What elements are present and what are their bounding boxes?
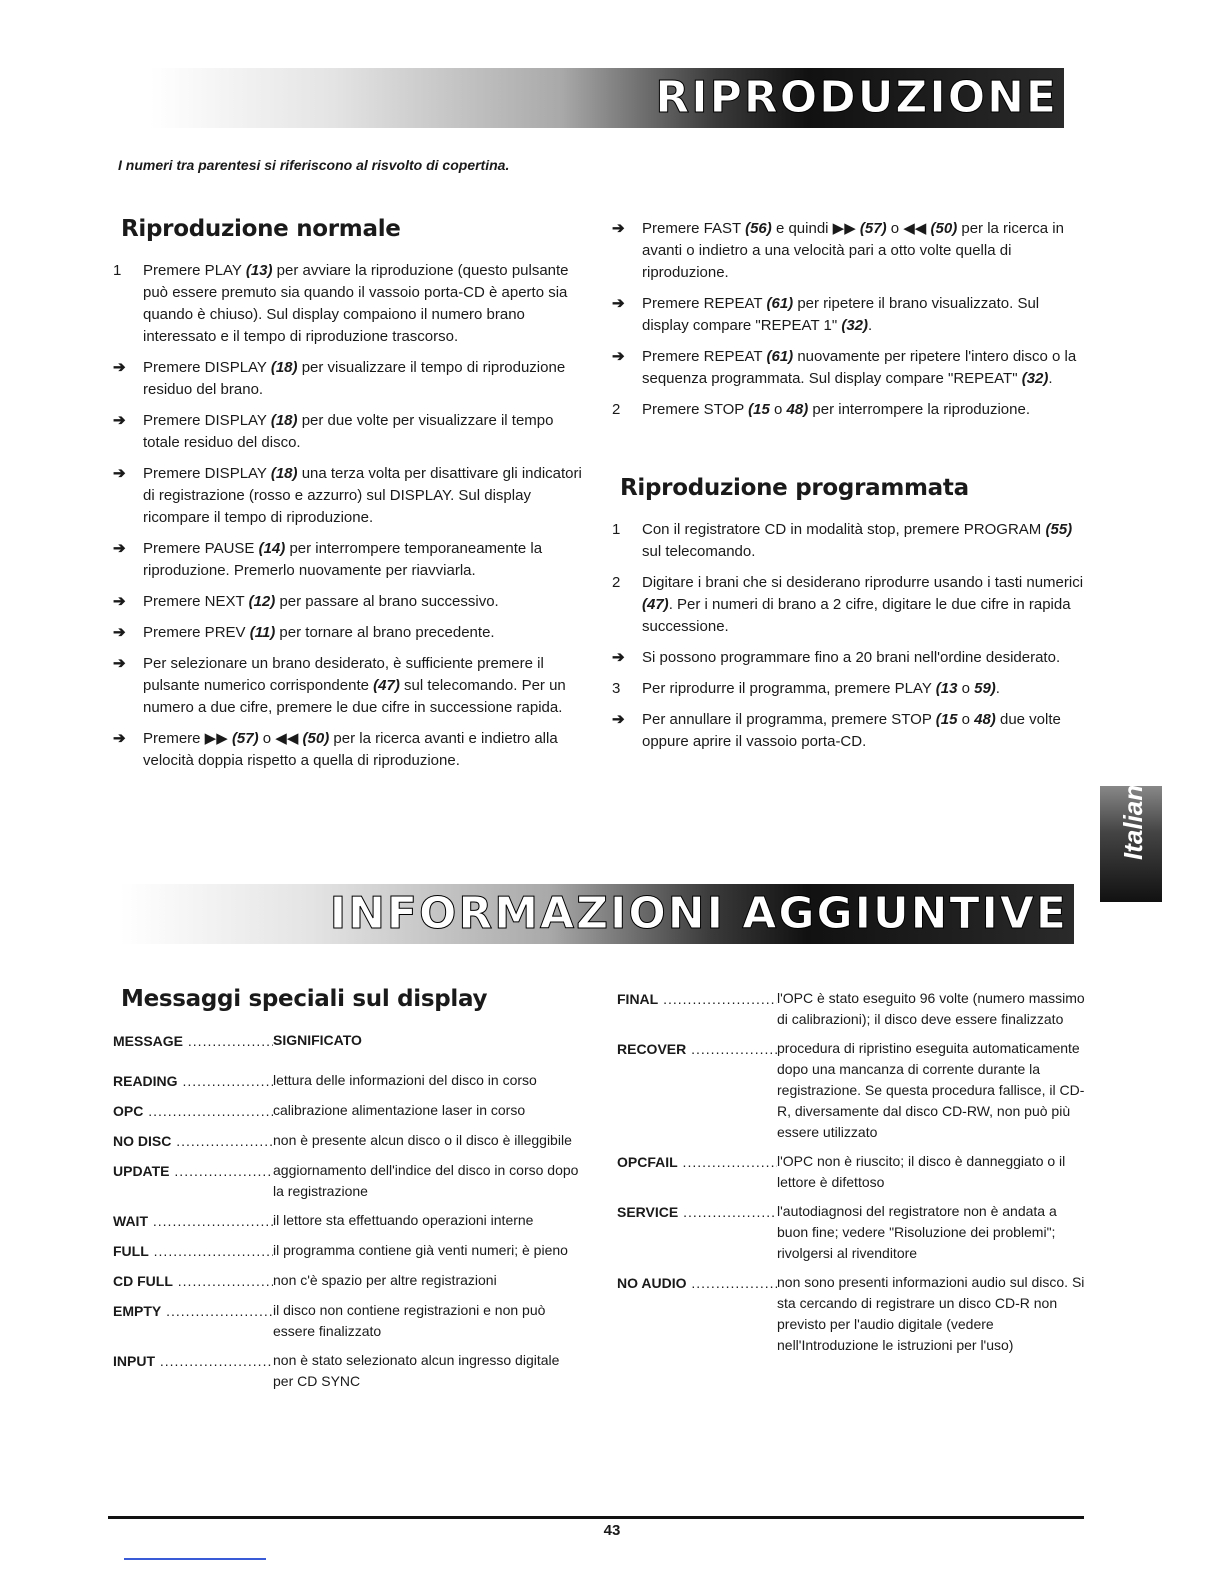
arrow-icon: ➔	[612, 348, 625, 365]
list-item	[612, 346, 1087, 390]
list-item	[113, 357, 583, 401]
step-number: 2	[612, 574, 621, 591]
messages-header	[113, 1030, 583, 1052]
list-item	[612, 572, 1087, 638]
messages-header-value: SIGNIFICATO	[273, 1032, 362, 1048]
item-text: Premere REPEAT (61) per ripetere il brano visualizzato. Sul display compare "REPEAT 1" (32).	[642, 295, 1040, 334]
message-meaning: non c'è spazio per altre registrazioni	[273, 1272, 497, 1288]
message-key: NO DISC .....	[113, 1130, 273, 1152]
list-item	[113, 591, 583, 613]
step-number: 3	[612, 680, 621, 697]
item-text: Premere REPEAT (61) nuovamente per ripetere l'intero disco o la sequenza programmata. Sul display compare "REPEAT" (32).	[642, 348, 1077, 387]
item-text: Con il registratore CD in modalità stop, premere PROGRAM (55) sul telecomando.	[642, 521, 1073, 560]
column-continued	[612, 218, 1087, 762]
language-tab-label: Italiano	[1118, 768, 1148, 860]
normal-playback-continued-list	[612, 218, 1087, 421]
list-item	[612, 519, 1087, 563]
step-number: 1	[113, 262, 122, 279]
item-text: Premere DISPLAY (18) una terza volta per disattivare gli indicatori di registrazione (rosso e azzurro) sul DISPLAY. Sul display ricompare il tempo di riproduzione.	[143, 465, 582, 526]
list-item	[113, 410, 583, 454]
column-messages-left	[113, 988, 583, 1400]
list-item	[612, 678, 1087, 700]
message-row	[113, 1160, 583, 1202]
banner-title: RIPRODUZIONE	[655, 72, 1058, 123]
message-key: EMPTY .....	[113, 1300, 273, 1342]
message-meaning: l'OPC non è riuscito; il disco è danneggiato o il lettore è difettoso	[777, 1153, 1066, 1190]
arrow-icon: ➔	[612, 295, 625, 312]
message-row	[617, 1038, 1087, 1143]
message-key: UPDATE .....	[113, 1160, 273, 1202]
message-row	[617, 1201, 1087, 1264]
message-key: OPC .....	[113, 1100, 273, 1122]
message-row	[113, 1070, 583, 1092]
arrow-icon: ➔	[113, 465, 126, 482]
message-meaning: il programma contiene già venti numeri; è pieno	[273, 1242, 568, 1258]
arrow-icon: ➔	[113, 730, 126, 747]
list-item	[113, 653, 583, 719]
list-item	[113, 622, 583, 644]
arrow-icon: ➔	[113, 359, 126, 376]
list-item	[113, 463, 583, 529]
message-key: FULL .....	[113, 1240, 273, 1262]
message-row	[113, 1130, 583, 1152]
message-meaning: non è stato selezionato alcun ingresso digitale per CD SYNC	[273, 1352, 560, 1389]
heading-messages: Messaggi speciali sul display	[121, 986, 488, 1012]
message-row	[113, 1300, 583, 1342]
section-banner-informazioni	[120, 884, 1074, 944]
message-key: OPCFAIL .....	[617, 1151, 777, 1193]
footer-rule	[108, 1516, 1084, 1519]
message-row	[113, 1270, 583, 1292]
item-text: Per riprodurre il programma, premere PLAY (13 o 59).	[642, 680, 1000, 697]
arrow-icon: ➔	[612, 711, 625, 728]
message-key: RECOVER .....	[617, 1038, 777, 1143]
message-key: SERVICE .....	[617, 1201, 777, 1264]
arrow-icon: ➔	[113, 624, 126, 641]
message-meaning: il lettore sta effettuando operazioni interne	[273, 1212, 534, 1228]
message-meaning: non sono presenti informazioni audio sul disco. Si sta cercando di registrare un disco CD-R non previsto per l'audio digitale (vedere nell'Introduzione le istruzioni per l'uso)	[777, 1274, 1085, 1353]
item-text: Premere FAST (56) e quindi ▶▶ (57) o ◀◀ (50) per la ricerca in avanti o indietro a una velocità pari a otto volte quella di riproduzione.	[642, 220, 1064, 281]
page-number: 43	[603, 1522, 621, 1539]
message-row	[617, 1272, 1087, 1356]
message-meaning: l'autodiagnosi del registratore non è andata a buon fine; vedere "Risoluzione dei problemi"; rivolgersi al rivenditore	[777, 1203, 1057, 1261]
list-item	[612, 218, 1087, 284]
normal-playback-list	[113, 260, 583, 772]
item-text: Premere PAUSE (14) per interrompere temporaneamente la riproduzione. Premerlo nuovamente per riavviarla.	[143, 540, 543, 579]
banner-title: INFORMAZIONI AGGIUNTIVE	[329, 888, 1068, 939]
messages-header-key: MESSAGE .....	[113, 1030, 273, 1052]
list-item	[113, 538, 583, 582]
item-text: Premere DISPLAY (18) per visualizzare il tempo di riproduzione residuo del brano.	[143, 359, 566, 398]
language-tab	[1100, 768, 1162, 902]
item-text: Premere STOP (15 o 48) per interrompere la riproduzione.	[642, 401, 1030, 418]
message-key: FINAL .....	[617, 988, 777, 1030]
message-meaning: calibrazione alimentazione laser in corso	[273, 1102, 526, 1118]
step-number: 2	[612, 401, 621, 418]
heading-programmed-playback: Riproduzione programmata	[620, 475, 969, 501]
item-text: Premere ▶▶ (57) o ◀◀ (50) per la ricerca avanti e indietro alla velocità doppia rispetto a quella di riproduzione.	[143, 730, 558, 769]
message-meaning: l'OPC è stato eseguito 96 volte (numero massimo di calibrazioni); il disco deve essere finalizzato	[777, 990, 1085, 1027]
column-normal-playback	[113, 218, 583, 781]
messages-list-right	[617, 988, 1087, 1356]
message-meaning: procedura di ripristino eseguita automaticamente dopo una mancanza di corrente durante la registrazione. Se questa procedura fallisce, il CD-R, diversamente dal disco CD-RW, non può più essere utilizzato	[777, 1040, 1085, 1140]
message-meaning: non è presente alcun disco o il disco è illeggibile	[273, 1132, 572, 1148]
programmed-playback-list	[612, 519, 1087, 753]
item-text: Premere NEXT (12) per passare al brano successivo.	[143, 593, 499, 610]
item-text: Premere DISPLAY (18) per due volte per visualizzare il tempo totale residuo del disco.	[143, 412, 554, 451]
messages-list-left	[113, 1070, 583, 1392]
arrow-icon: ➔	[113, 540, 126, 557]
item-text: Per selezionare un brano desiderato, è sufficiente premere il pulsante numerico corrispondente (47) sul telecomando. Per un numero a due cifre, premere le due cifre in successione rapida.	[143, 655, 566, 716]
page-subtitle: I numeri tra parentesi si riferiscono al risvolto di copertina.	[118, 157, 510, 173]
message-row	[113, 1100, 583, 1122]
list-item	[612, 709, 1087, 753]
item-text: Si possono programmare fino a 20 brani nell'ordine desiderato.	[642, 649, 1061, 666]
heading-normal-playback: Riproduzione normale	[121, 216, 401, 242]
item-text: Digitare i brani che si desiderano riprodurre usando i tasti numerici (47). Per i numeri di brano a 2 cifre, digitare le due cifre in rapida successione.	[642, 574, 1084, 635]
list-item	[113, 260, 583, 348]
list-item	[113, 728, 583, 772]
message-row	[113, 1350, 583, 1392]
decorative-line	[124, 1558, 266, 1560]
message-row	[113, 1210, 583, 1232]
arrow-icon: ➔	[113, 655, 126, 672]
message-row	[617, 1151, 1087, 1193]
message-key: WAIT .....	[113, 1210, 273, 1232]
message-meaning: aggiornamento dell'indice del disco in corso dopo la registrazione	[273, 1162, 579, 1199]
list-item	[612, 399, 1087, 421]
message-meaning: il disco non contiene registrazioni e non può essere finalizzato	[273, 1302, 546, 1339]
arrow-icon: ➔	[612, 649, 625, 666]
message-key: NO AUDIO .....	[617, 1272, 777, 1356]
list-item	[612, 293, 1087, 337]
arrow-icon: ➔	[113, 412, 126, 429]
message-row	[617, 988, 1087, 1030]
list-item	[612, 647, 1087, 669]
arrow-icon: ➔	[612, 220, 625, 237]
message-key: CD FULL .....	[113, 1270, 273, 1292]
column-messages-right	[617, 988, 1087, 1364]
message-key: READING .....	[113, 1070, 273, 1092]
step-number: 1	[612, 521, 621, 538]
message-meaning: lettura delle informazioni del disco in corso	[273, 1072, 537, 1088]
section-banner-riproduzione	[150, 68, 1064, 128]
message-key: INPUT .....	[113, 1350, 273, 1392]
item-text: Premere PREV (11) per tornare al brano precedente.	[143, 624, 495, 641]
item-text: Premere PLAY (13) per avviare la riproduzione (questo pulsante può essere premuto sia quando il vassoio porta-CD è aperto sia quando è chiuso). Sul display compaiono il numero brano interessato e il tempo di riproduzione trascorso.	[143, 262, 569, 345]
arrow-icon: ➔	[113, 593, 126, 610]
item-text: Per annullare il programma, premere STOP (15 o 48) due volte oppure aprire il vassoio porta-CD.	[642, 711, 1061, 750]
message-row	[113, 1240, 583, 1262]
